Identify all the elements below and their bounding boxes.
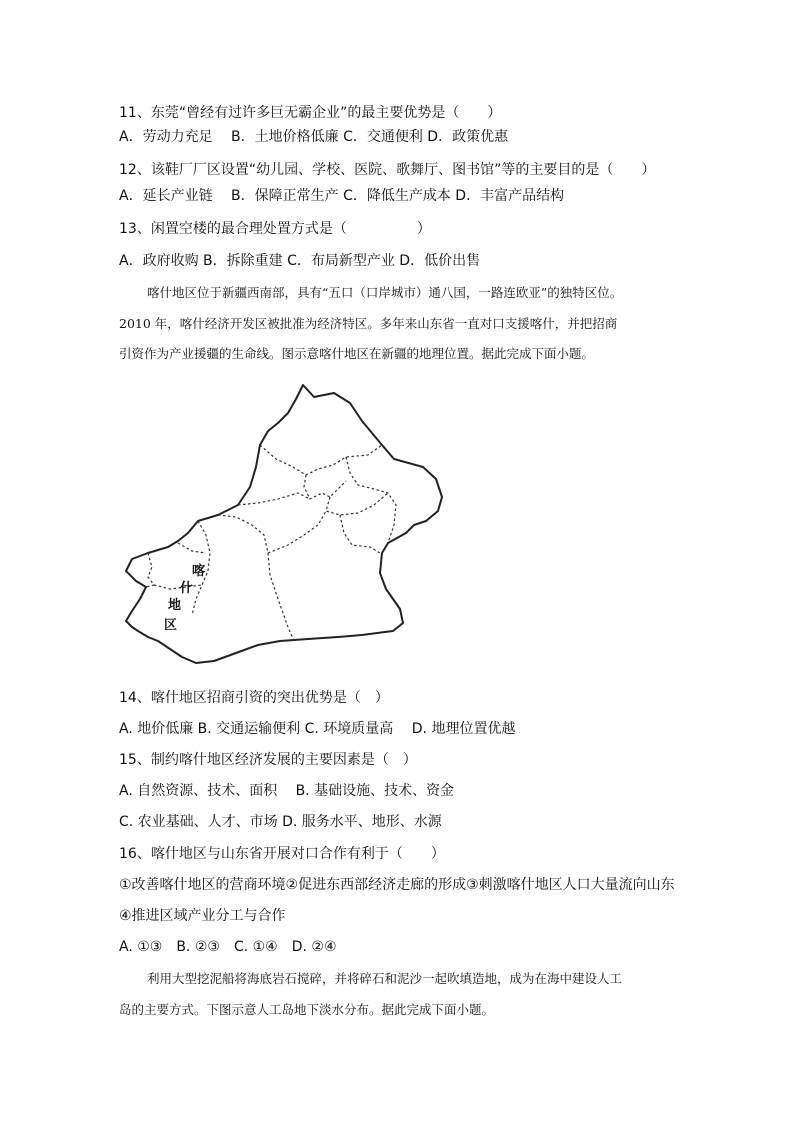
q16-stem: 16、喀什地区与山东省开展对口合作有利于（ ）: [119, 846, 445, 862]
q15-options-2: C. 农业基础、人才、市场 D. 服务水平、地形、水源: [119, 814, 442, 830]
passage1-line3: 引资作为产业援疆的生命线。图示意喀什地区在新疆的地理位置。据此完成下面小题。: [119, 346, 595, 361]
q11-stem: 11、东莞“曾经有过许多巨无霸企业”的最主要优势是（ ）: [119, 105, 502, 121]
passage1-line2: 2010 年，喀什经济开发区被批准为经济特区。多年来山东省一直对口支援喀什，并把招商: [119, 316, 618, 331]
q11-options: A．劳动力充足 B．土地价格低廉 C．交通便利 D．政策优惠: [119, 129, 509, 145]
q15-stem: 15、制约喀什地区经济发展的主要因素是（ ）: [119, 752, 417, 768]
map-label-char-1: 喀: [192, 564, 206, 579]
q16-item-2: ④推进区域产业分工与合作: [119, 908, 286, 924]
q13-options: A．政府收购 B．拆除重建 C．布局新型产业 D．低价出售: [119, 253, 481, 269]
q15-options-1: A. 自然资源、技术、面积 B. 基础设施、技术、资金: [119, 783, 455, 799]
passage1-line1: 喀什地区位于新疆西南部，具有“五口（口岸城市）通八国，一路连欧亚”的独特区位。: [147, 285, 623, 300]
q16-item-1: ①改善喀什地区的营商环境②促进东西部经济走廊的形成③刺激喀什地区人口大量流向山东: [119, 877, 675, 893]
q14-stem: 14、喀什地区招商引资的突出优势是（ ）: [119, 690, 389, 706]
q13-stem: 13、闲置空楼的最合理处置方式是（ ）: [119, 221, 431, 237]
xinjiang-map: [118, 375, 448, 670]
passage2-line1: 利用大型挖泥船将海底岩石搅碎，并将碎石和泥沙一起吹填造地，成为在海中建设人工: [147, 971, 623, 986]
q12-stem: 12、该鞋厂厂区设置“幼儿园、学校、医院、歌舞厅、图书馆”等的主要目的是（ ）: [119, 162, 656, 178]
q14-options: A. 地价低廉 B. 交通运输便利 C. 环境质量高 D. 地理位置优越: [119, 721, 516, 737]
map-label-char-4: 区: [164, 618, 178, 633]
map-label-char-3: 地: [168, 598, 182, 613]
q12-options: A．延长产业链 B．保障正常生产 C．降低生产成本 D．丰富产品结构: [119, 188, 565, 204]
map-label-char-2: 什: [180, 581, 194, 596]
q16-options: A. ①③ B. ②③ C. ①④ D. ②④: [119, 939, 337, 955]
passage2-line2: 岛的主要方式。下图示意人工岛地下淡水分布。据此完成下面小题。: [119, 1002, 495, 1017]
